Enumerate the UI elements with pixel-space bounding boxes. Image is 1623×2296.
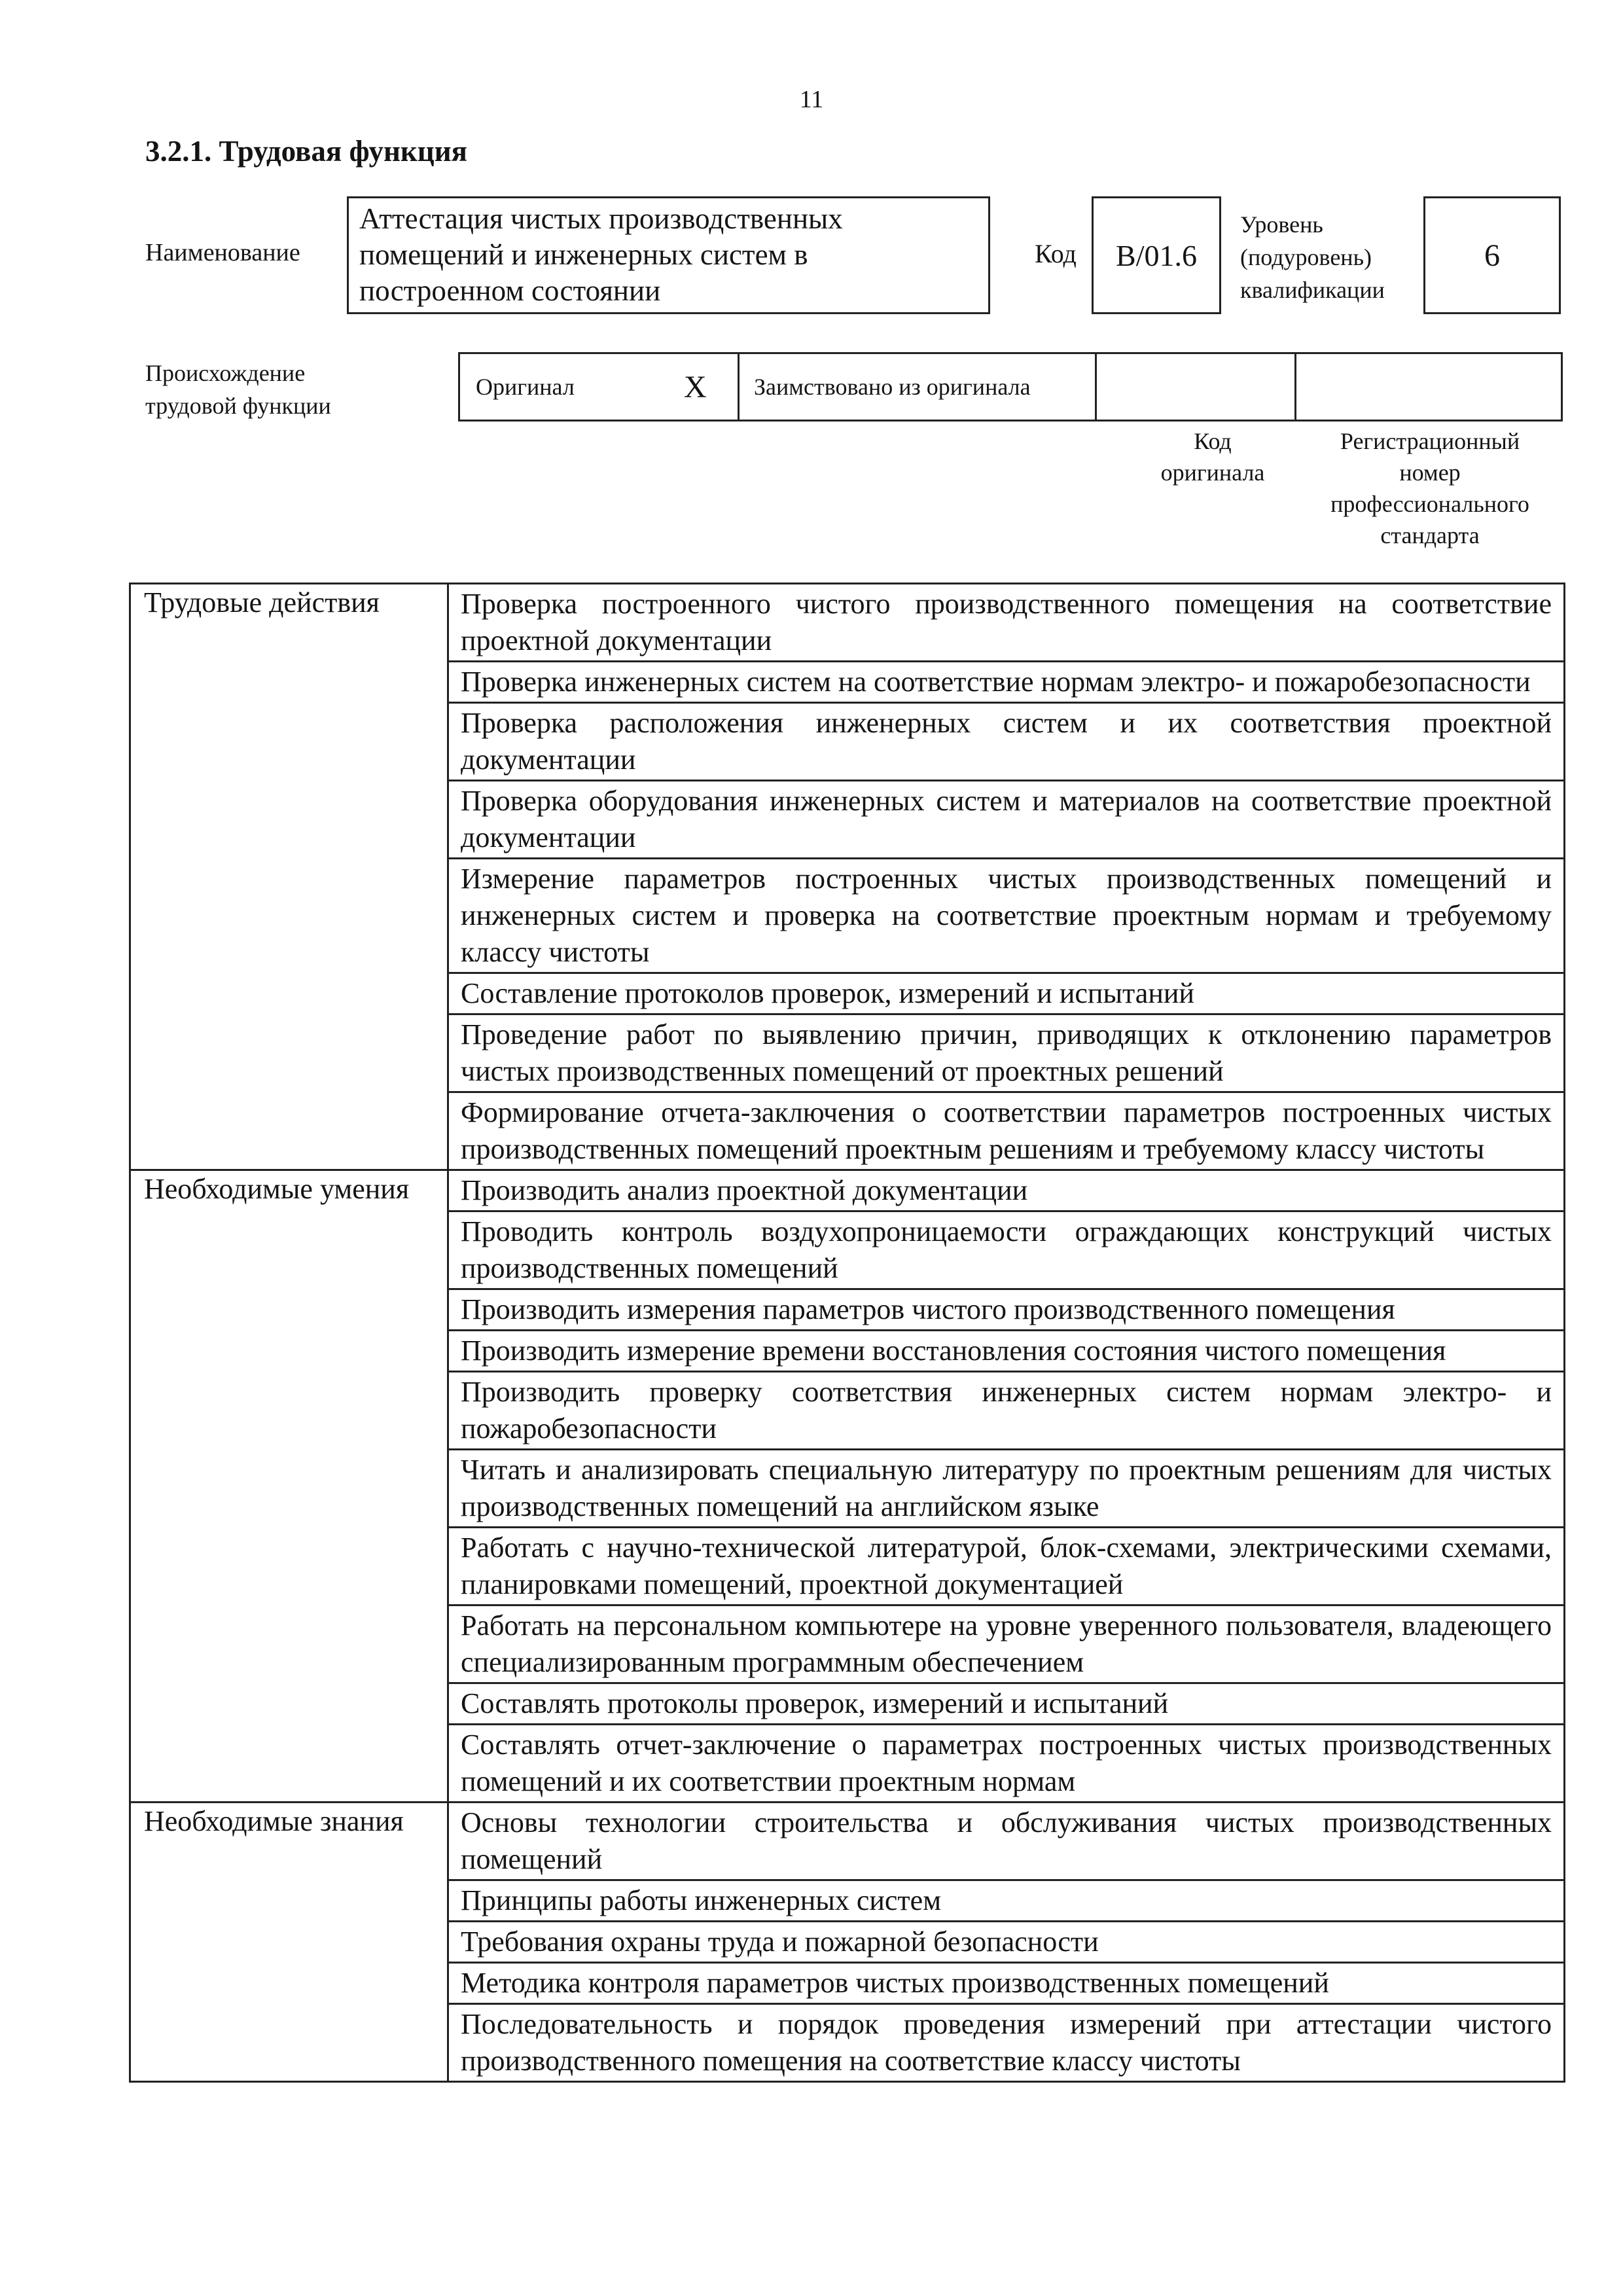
section-item: Последовательность и порядок проведения измерений при аттестации чистого производственного помещения на соответствие классу чистоты — [448, 2004, 1565, 2082]
page-number: 11 — [799, 86, 824, 113]
level-label-line-2: (подуровень) — [1240, 244, 1372, 270]
section-title: 3.2.1. Трудовая функция — [145, 135, 468, 168]
name-label: Наименование — [145, 239, 300, 266]
table-row — [130, 1170, 1565, 1211]
section-category: Трудовые действия — [130, 584, 448, 1170]
reg-line-1: Регистрационный — [1340, 428, 1520, 454]
section-item: Проверка оборудования инженерных систем и материалов на соответствие проектной документации — [448, 781, 1565, 859]
borrowed-label: Заимствовано из оригинала — [754, 374, 1031, 400]
section-category: Необходимые умения — [130, 1170, 448, 1803]
reg-line-3: профессионального — [1330, 491, 1529, 517]
section-item: Составлять протоколы проверок, измерений и испытаний — [448, 1683, 1565, 1725]
reg-number-caption — [1293, 425, 1567, 551]
section-item: Работать с научно-технической литературой, блок-схемами, электрическими схемами, планировками помещений, проектной документацией — [448, 1528, 1565, 1605]
section-item: Производить измерение времени восстановления состояния чистого помещения — [448, 1331, 1565, 1372]
table-row — [130, 584, 1565, 662]
original-label: Оригинал — [476, 374, 575, 400]
section-item: Проведение работ по выявлению причин, приводящих к отклонению параметров чистых производственных помещений от проектных решений — [448, 1014, 1565, 1092]
code-box — [1092, 196, 1221, 314]
section-item: Проверка построенного чистого производственного помещения на соответствие проектной документации — [448, 584, 1565, 662]
code-label: Код — [1035, 239, 1077, 268]
origin-reg-cell — [1296, 354, 1561, 420]
level-box — [1423, 196, 1561, 314]
section-item: Производить измерения параметров чистого производственного помещения — [448, 1289, 1565, 1331]
section-item: Проверка расположения инженерных систем и их соответствия проектной документации — [448, 703, 1565, 781]
level-value: 6 — [1484, 238, 1500, 273]
section-item: Формирование отчета-заключения о соответствии параметров построенных чистых производственных помещений проектным решениям и требуемому классу чистоты — [448, 1092, 1565, 1170]
section-item: Проверка инженерных систем на соответствие нормам электро- и пожаробезопасности — [448, 662, 1565, 703]
function-details-table — [129, 583, 1565, 2083]
section-item: Производить анализ проектной документации — [448, 1170, 1565, 1211]
function-name: Аттестация чистых производственных помещений и инженерных систем в построенном состоянии — [359, 202, 843, 307]
origin-borrowed-cell — [740, 354, 1097, 420]
reg-line-4: стандарта — [1380, 522, 1480, 548]
level-label — [1240, 208, 1385, 306]
origin-table — [458, 352, 1563, 422]
code-original-line-1: Код — [1194, 428, 1232, 454]
section-item: Измерение параметров построенных чистых производственных помещений и инженерных систем и проверка на соответствие проектным нормам и требуемому классу чистоты — [448, 859, 1565, 973]
origin-label — [145, 357, 331, 422]
level-label-line-1: Уровень — [1240, 211, 1323, 238]
original-mark: X — [684, 369, 707, 404]
code-original-caption — [1115, 425, 1311, 488]
level-label-line-3: квалификации — [1240, 277, 1385, 303]
code-original-line-2: оригинала — [1160, 459, 1265, 486]
section-item: Основы технологии строительства и обслуживания чистых производственных помещений — [448, 1803, 1565, 1880]
section-category: Необходимые знания — [130, 1803, 448, 2082]
origin-code-cell — [1097, 354, 1296, 420]
section-item: Составлять отчет-заключение о параметрах построенных чистых производственных помещений и их соответствии проектным нормам — [448, 1725, 1565, 1803]
section-item: Требования охраны труда и пожарной безопасности — [448, 1922, 1565, 1963]
origin-label-line-1: Происхождение — [145, 360, 306, 386]
section-item: Читать и анализировать специальную литературу по проектным решениям для чистых производственных помещений на английском языке — [448, 1450, 1565, 1528]
function-name-box — [347, 196, 990, 314]
section-item: Производить проверку соответствия инженерных систем нормам электро- и пожаробезопасности — [448, 1372, 1565, 1450]
origin-original-cell — [460, 354, 740, 420]
origin-label-line-2: трудовой функции — [145, 393, 331, 419]
table-row — [130, 1803, 1565, 1880]
section-item: Принципы работы инженерных систем — [448, 1880, 1565, 1922]
reg-line-2: номер — [1399, 459, 1461, 486]
code-value: B/01.6 — [1116, 238, 1197, 272]
section-item: Методика контроля параметров чистых производственных помещений — [448, 1963, 1565, 2004]
section-item: Работать на персональном компьютере на уровне уверенного пользователя, владеющего специализированным программным обеспечением — [448, 1605, 1565, 1683]
section-item: Составление протоколов проверок, измерений и испытаний — [448, 973, 1565, 1014]
section-item: Проводить контроль воздухопроницаемости ограждающих конструкций чистых производственных помещений — [448, 1211, 1565, 1289]
